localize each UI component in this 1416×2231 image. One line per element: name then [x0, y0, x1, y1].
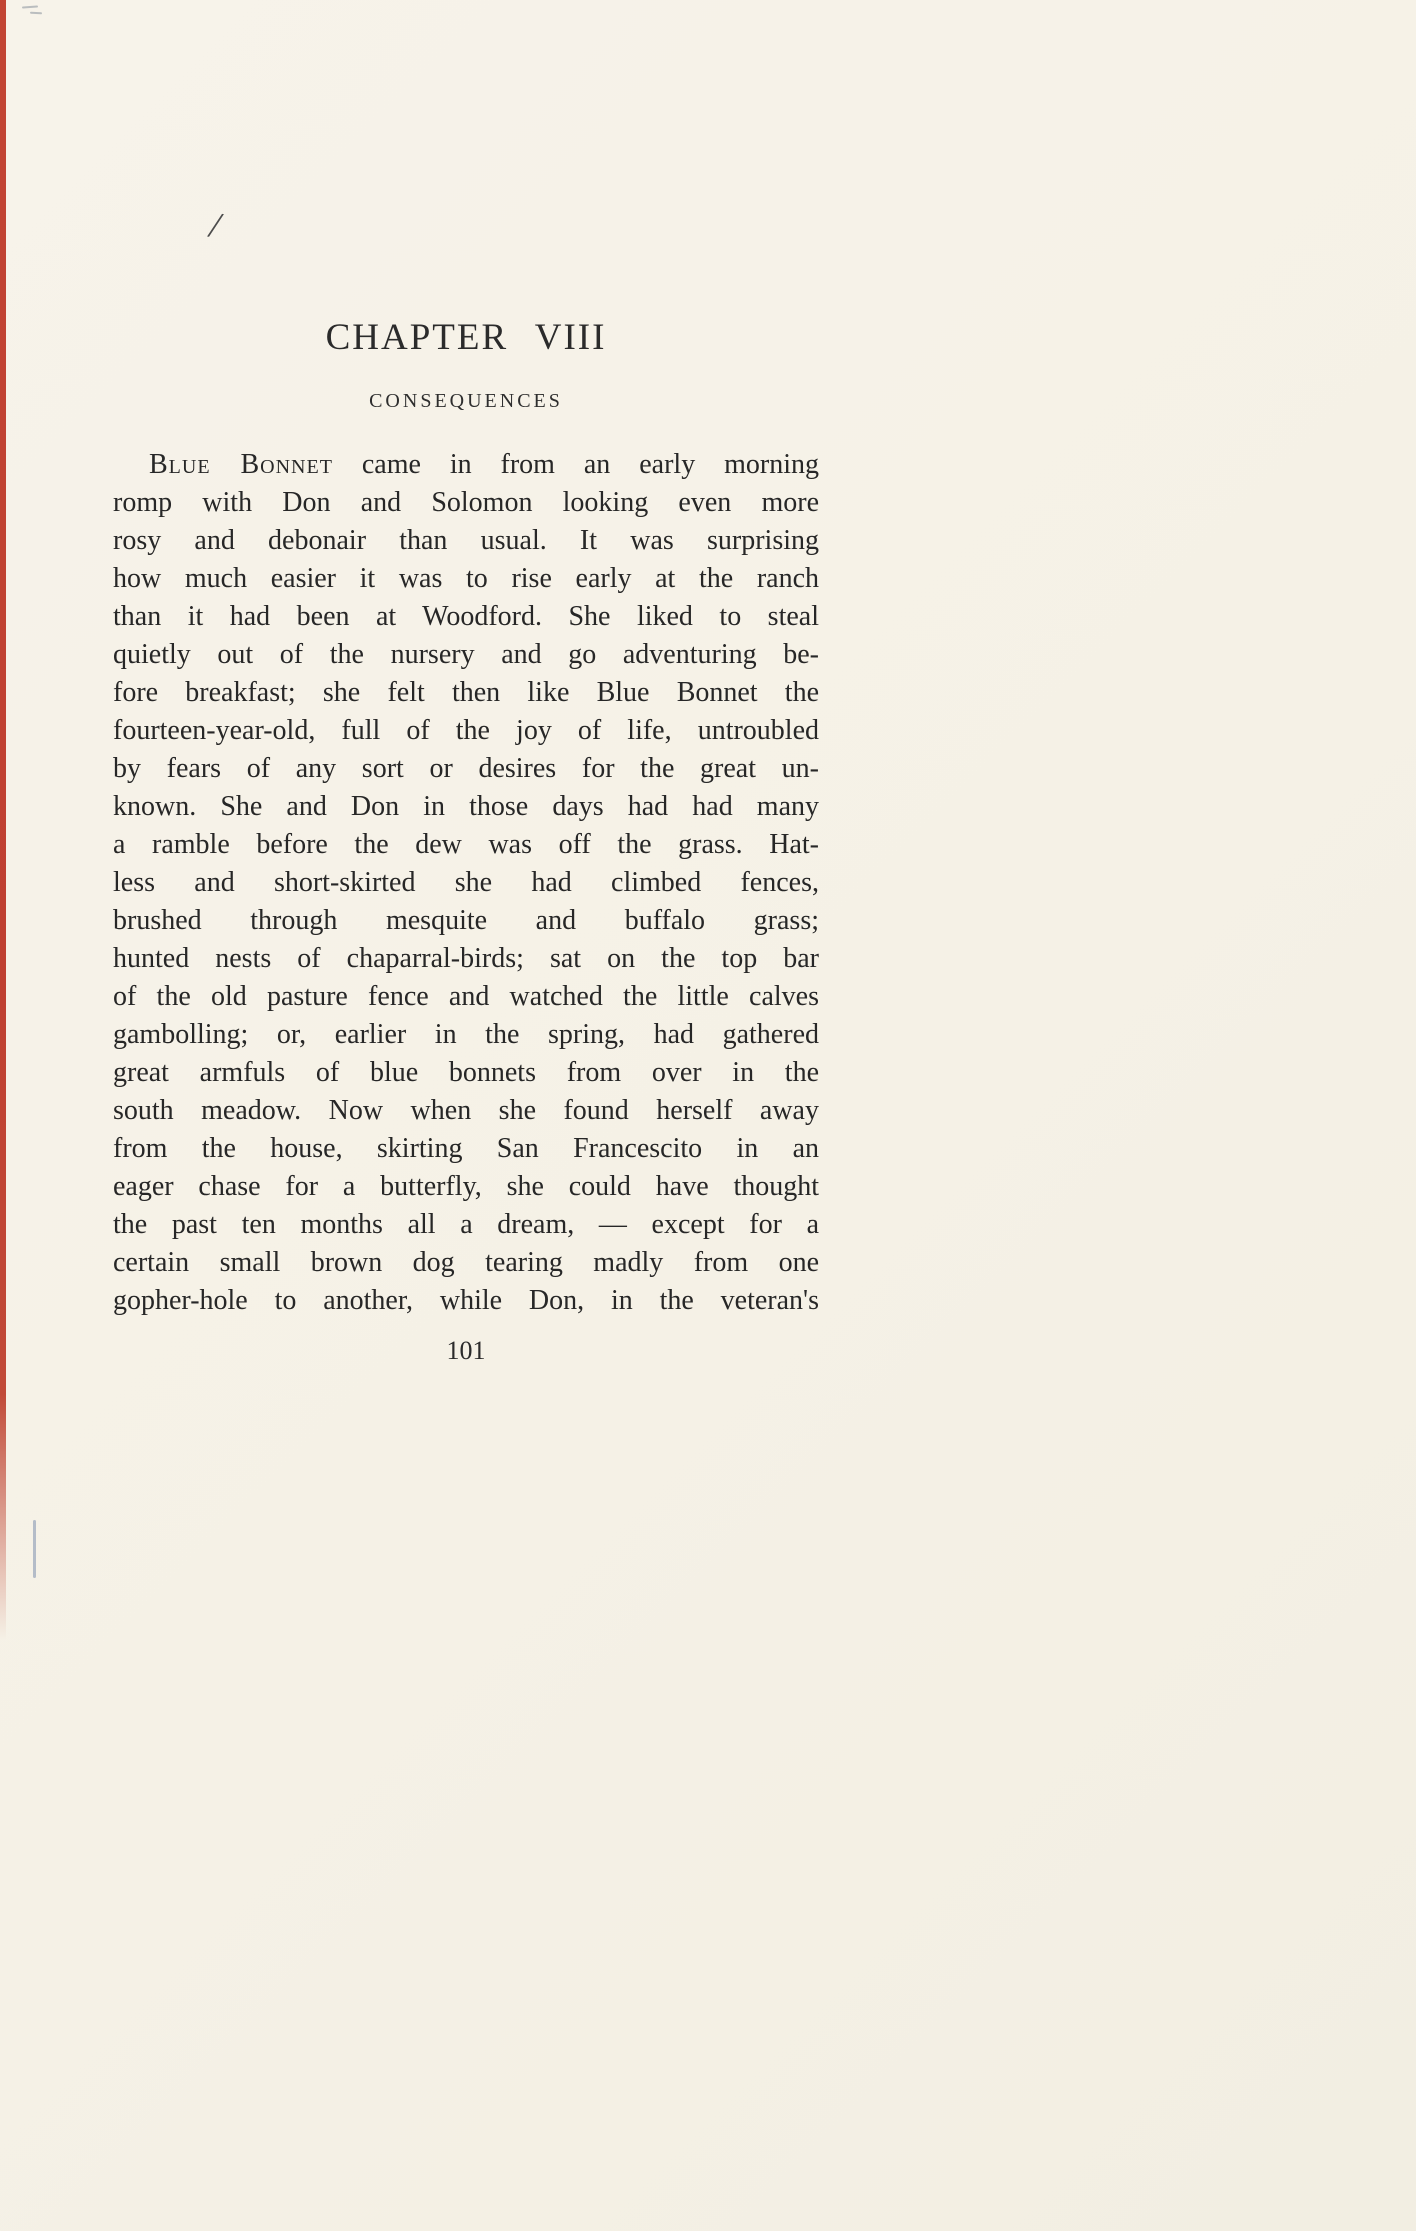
- text-line: eager chase for a butterfly, she could have thought: [113, 1171, 819, 1202]
- text-line: less and short-skirted she had climbed fences,: [113, 867, 819, 898]
- body-text: [113, 446, 819, 1320]
- text-line: of the old pasture fence and watched the little calves: [113, 981, 819, 1012]
- text-line: gambolling; or, earlier in the spring, had gathered: [113, 1019, 819, 1050]
- scan-blue-mark: [33, 1520, 36, 1578]
- text-line: hunted nests of chaparral-birds; sat on the top bar: [113, 943, 819, 974]
- handwritten-slash-mark: /: [207, 204, 223, 246]
- page-number: 101: [446, 1336, 486, 1365]
- text-line: quietly out of the nursery and go adventuring be-: [113, 639, 819, 670]
- text-line: gopher-hole to another, while Don, in the veteran's: [113, 1285, 819, 1316]
- text-line: fore breakfast; she felt then like Blue Bonnet the: [113, 677, 819, 708]
- text-line: from the house, skirting San Francescito in an: [113, 1133, 819, 1164]
- text-line: than it had been at Woodford. She liked to steal: [113, 601, 819, 632]
- text-line: known. She and Don in those days had had many: [113, 791, 819, 822]
- text-line: the past ten months all a dream, — except for a: [113, 1209, 819, 1240]
- chapter-title: CHAPTER VIII: [325, 317, 607, 358]
- text-line: a ramble before the dew was off the grass. Hat-: [113, 829, 819, 860]
- text-line: certain small brown dog tearing madly from one: [113, 1247, 819, 1278]
- scan-red-edge: [0, 0, 6, 1640]
- text-line: south meadow. Now when she found herself away: [113, 1095, 819, 1126]
- section-title: CONSEQUENCES: [369, 390, 563, 412]
- text-line: how much easier it was to rise early at the ranch: [113, 563, 819, 594]
- text-line: brushed through mesquite and buffalo grass;: [113, 905, 819, 936]
- text-line: by fears of any sort or desires for the great un-: [113, 753, 819, 784]
- text-line: rosy and debonair than usual. It was surprising: [113, 525, 819, 556]
- text-line: fourteen-year-old, full of the joy of life, untroubled: [113, 715, 819, 746]
- lead-smallcaps: Blue Bonnet: [149, 449, 333, 480]
- scan-artifact-mark: [22, 5, 38, 8]
- text-line: Blue Bonnet came in from an early morning: [149, 449, 819, 480]
- scan-artifact-mark: [30, 12, 42, 15]
- text-line: great armfuls of blue bonnets from over in the: [113, 1057, 819, 1088]
- text-line: romp with Don and Solomon looking even more: [113, 487, 819, 518]
